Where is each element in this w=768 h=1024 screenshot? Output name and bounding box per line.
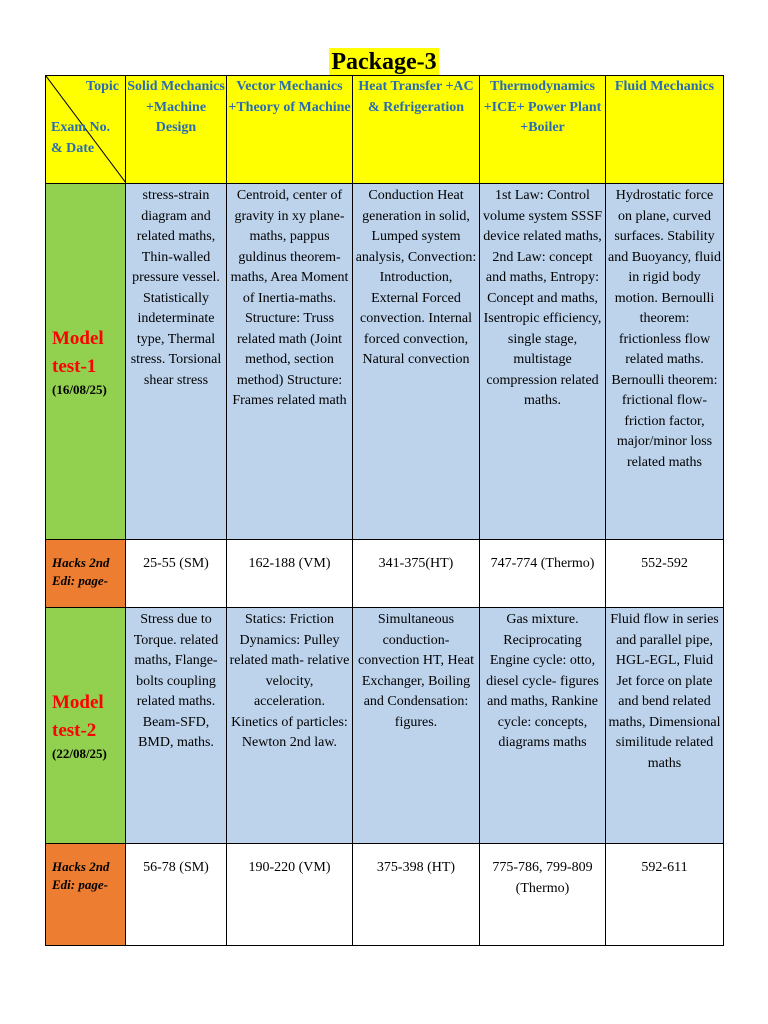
test-label-cell [46,184,126,540]
topic-cell [353,184,480,540]
test-label-cell [46,608,126,844]
page-range-cell: 775-786, 799-809 (Thermo) [480,844,606,946]
test-date: (16/08/25) [52,381,107,397]
topic-text: Fluid flow in series and parallel pipe, HGL-EGL, Fluid Jet force on plate and bend related maths, Dimensional similitude related maths [608,612,721,771]
test-name: Model test-2 [52,691,104,741]
page-range-cell: 56-78 (SM) [126,844,227,946]
hacks-label-cell: Hacks 2nd Edi: page- [46,844,126,946]
topic-text: Gas mixture. Reciprocating Engine cycle: otto, diesel cycle- figures and maths, Rankine cycle: concepts, diagrams maths [486,612,599,750]
page-range-cell: 592-611 [606,844,724,946]
corner-header-cell [46,76,126,184]
schedule-table [45,75,724,946]
topic-cell [227,608,353,844]
column-header-heat-transfer: Heat Transfer +AC & Refrigeration [353,76,480,184]
header-row [46,76,724,184]
topic-text: 1st Law: Control volume system SSSF device related maths, 2nd Law: concept and maths, Entropy: Concept and maths, Isentropic efficiency, single stage, multistage compression related maths. [482,188,603,408]
column-header-thermodynamics: Thermodynamics +ICE+ Power Plant +Boiler [480,76,606,184]
topic-cell [606,184,724,540]
topic-text: stress-strain diagram and related maths, Thin-walled pressure vessel. Statistically indeterminate type, Thermal stress. Torsional shear stress [130,188,222,388]
table-row [46,844,724,946]
page-title: Package-3 [331,49,437,75]
topic-text: Statics: Friction Dynamics: Pulley related math- relative velocity, acceleration. Kinetics of particles: Newton 2nd law. [229,612,350,750]
column-header-solid-mechanics: Solid Mechanics +Machine Design [126,76,227,184]
column-header-vector-mechanics: Vector Mechanics +Theory of Machine [227,76,353,184]
topic-cell [126,184,227,540]
topic-cell [353,608,480,844]
topic-cell [480,608,606,844]
corner-topic-label: Topic [86,79,119,94]
test-name: Model test-1 [52,327,104,377]
hacks-label-cell: Hacks 2nd Edi: page- [46,540,126,608]
topic-text: Hydrostatic force on plane, curved surfaces. Stability and Buoyancy, fluid in rigid body motion. Bernoulli theorem: frictionless flow related maths. Bernoulli theorem: frictional flow-friction factor, major/minor loss related maths [608,188,722,470]
page-range-cell: 552-592 [606,540,724,608]
topic-cell [126,608,227,844]
table-row [46,184,724,540]
corner-exam-label: Exam No. & Date [51,120,111,156]
topic-cell [606,608,724,844]
page-range-cell: 747-774 (Thermo) [480,540,606,608]
topic-text: Conduction Heat generation in solid, Lumped system analysis, Convection: Introduction, External Forced convection. Internal forced convection, Natural convection [355,188,477,367]
topic-cell [227,184,353,540]
topic-text: Centroid, center of gravity in xy plane-maths, pappus guldinus theorem-maths, Area Moment of Inertia-maths. Structure: Truss related math (Joint method, section method) Structure: Frames related math [230,188,349,408]
column-header-fluid-mechanics: Fluid Mechanics [606,76,724,184]
page-range-cell: 190-220 (VM) [227,844,353,946]
table-row [46,608,724,844]
page-range-cell: 341-375(HT) [353,540,480,608]
page-range-cell: 375-398 (HT) [353,844,480,946]
page-range-cell: 162-188 (VM) [227,540,353,608]
test-date: (22/08/25) [52,745,107,761]
topic-text: Stress due to Torque. related maths, Flange-bolts coupling related maths. Beam-SFD, BMD, maths. [133,612,219,750]
topic-cell [480,184,606,540]
topic-text: Simultaneous conduction- convection HT, Heat Exchanger, Boiling and Condensation: figures. [358,612,474,730]
page-range-cell: 25-55 (SM) [126,540,227,608]
table-row [46,540,724,608]
